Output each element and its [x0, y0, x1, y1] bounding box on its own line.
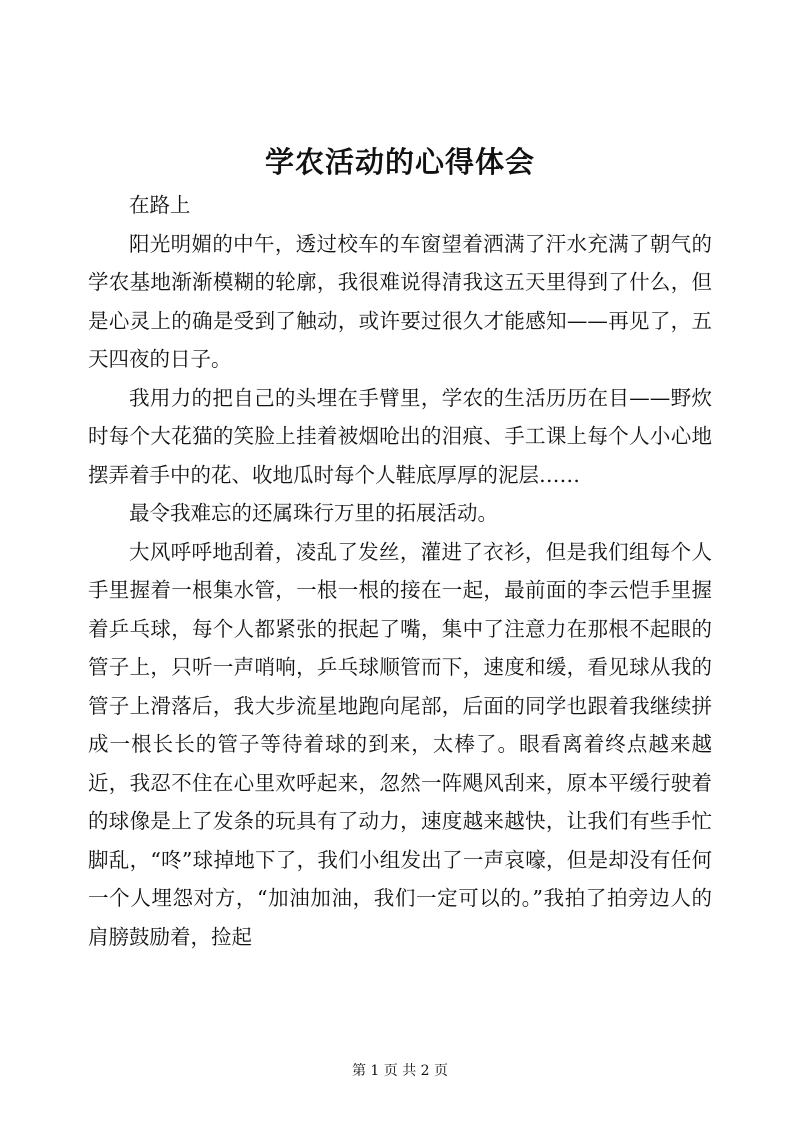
paragraph: 最令我难忘的还属珠行万里的拓展活动。	[129, 501, 498, 525]
section-heading: 在路上	[129, 193, 191, 217]
paragraph: 我用力的把自己的头埋在手臂里，学农的生活历历在目——野炊时每个大花猫的笑脸上挂着被烟呛出的泪痕、手工课上每个人小心地摆弄着手中的花、收地瓜时每个人鞋底厚厚的泥层……	[88, 385, 712, 487]
page-footer: 第 1 页 共 2 页	[351, 1063, 449, 1079]
paragraph: 大风呼呼地刮着，凌乱了发丝，灌进了衣衫，但是我们组每个人手里握着一根集水管，一根一根的接在一起，最前面的李云恺手里握着乒乓球，每个人都紧张的抿起了嘴，集中了注意力在那根不起眼的管子上，只听一声哨响，乒乓球顺管而下，速度和缓，看见球从我的管子上滑落后，我大步流星地跑向尾部，后面的同学也跟着我继续拼成一根长长的管子等待着球的到来，太棒了。眼看离着终点越来越近，我忍不住在心里欢呼起来，忽然一阵飓风刮来，原本平缓行驶着的球像是上了发条的玩具有了动力，速度越来越快，让我们有些手忙脚乱，“咚”球掉地下了，我们小组发出了一声哀嚎，但是却没有任何一个人埋怨对方，“加油加油，我们一定可以的。”我拍了拍旁边人的肩膀鼓励着，捡起	[88, 539, 712, 949]
document-title: 学农活动的心得体会	[264, 145, 535, 179]
document-body	[88, 186, 712, 956]
paragraph: 阳光明媚的中午，透过校车的车窗望着洒满了汗水充满了朝气的学农基地渐渐模糊的轮廓，我很难说得清我这五天里得到了什么，但是心灵上的确是受到了触动，或许要过很久才能感知——再见了，五天四夜的日子。	[88, 231, 712, 371]
